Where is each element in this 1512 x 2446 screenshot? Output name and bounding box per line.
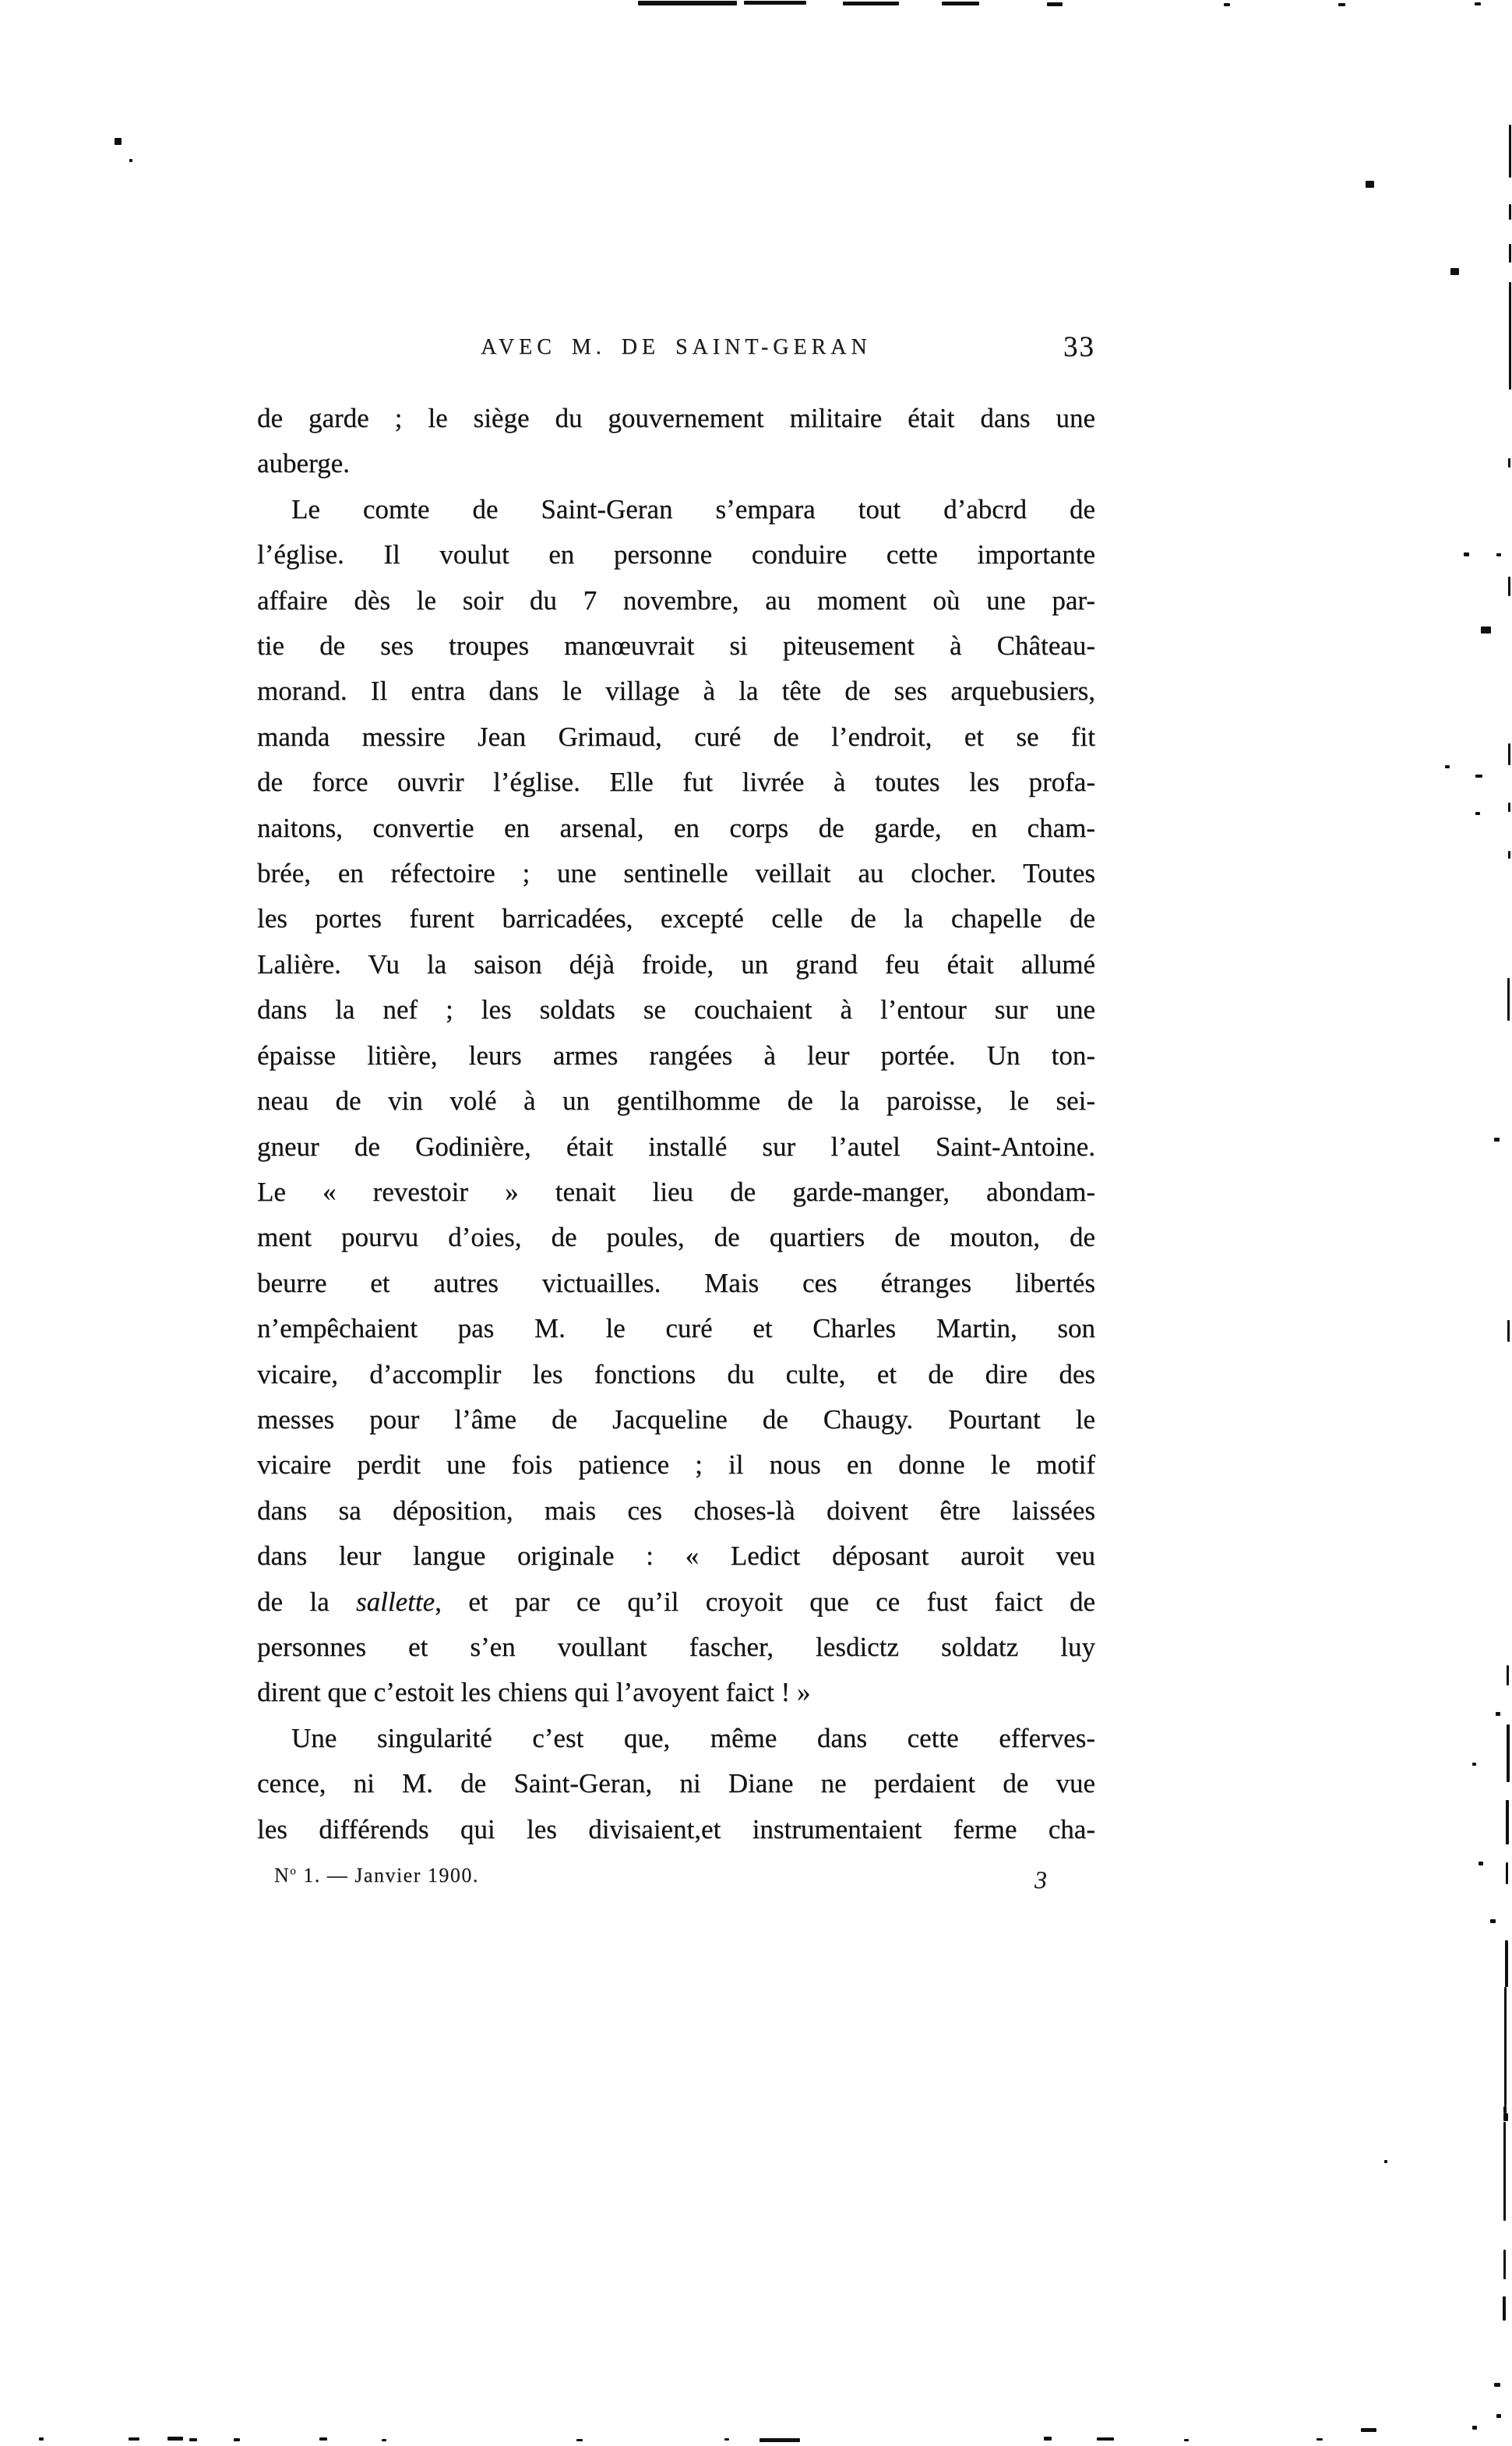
scan-artifact xyxy=(1503,2250,1506,2279)
scan-artifact xyxy=(1338,3,1345,6)
scan-artifact xyxy=(1366,181,1374,188)
scan-artifact xyxy=(1097,2437,1114,2441)
scan-artifact xyxy=(1503,2296,1506,2321)
scan-artifact xyxy=(1464,552,1469,556)
text-line: tie de ses troupes manœuvrait si piteusement à Château- xyxy=(257,630,1095,662)
text-line: personnes et s’en voullant fascher, lesdictz soldatz luy xyxy=(257,1631,1095,1662)
scan-artifact xyxy=(1507,1665,1509,1685)
text-line xyxy=(257,1579,1095,1625)
scan-artifact xyxy=(1506,1800,1509,1844)
signature-mark: 3 xyxy=(1034,1865,1047,1894)
text-line: ment pourvu d’oies, de poules, de quartiers de mouton, de xyxy=(257,1222,1095,1253)
text-line: manda messire Jean Grimaud, curé de l’endroit, et se fit xyxy=(257,721,1095,752)
scan-artifact xyxy=(1384,2160,1387,2163)
text-segment: , et par ce qu’il croyoit que ce fust faict de xyxy=(435,1586,1095,1617)
text-line: naitons, convertie en arsenal, en corps de garde, en cham- xyxy=(257,812,1095,843)
scan-artifact xyxy=(1224,3,1230,6)
text-line: vicaire, d’accomplir les fonctions du culte, et de dire des xyxy=(257,1358,1095,1389)
issue-superscript-o: o xyxy=(290,1865,298,1878)
scan-artifact xyxy=(1490,1919,1496,1923)
text-line: cence, ni M. de Saint-Geran, ni Diane ne perdaient de vue xyxy=(257,1768,1095,1799)
text-line: de force ouvrir l’église. Elle fut livrée à toutes les profa- xyxy=(257,767,1095,798)
scan-artifact xyxy=(1481,627,1491,634)
scan-artifact xyxy=(1475,812,1480,815)
scan-artifact xyxy=(724,2438,729,2441)
scan-artifact xyxy=(129,2437,139,2441)
scan-artifact xyxy=(1316,2438,1323,2441)
scan-artifact xyxy=(576,2439,583,2441)
scan-artifact xyxy=(39,2437,44,2441)
scan-artifact xyxy=(638,1,737,5)
scan-artifact xyxy=(1506,1862,1508,1884)
scan-artifact xyxy=(1494,2383,1500,2387)
text-line: beurre et autres victuailles. Mais ces étranges libertés xyxy=(257,1267,1095,1298)
scan-artifact xyxy=(1450,268,1459,275)
text-line: brée, en réfectoire ; une sentinelle veillait au clocher. Toutes xyxy=(257,858,1095,889)
page-number: 33 xyxy=(1063,331,1095,363)
scan-artifact xyxy=(115,138,122,145)
scan-artifact xyxy=(1508,743,1510,765)
scan-artifact xyxy=(234,2438,240,2441)
scan-artifact xyxy=(1472,1763,1476,1766)
issue-rest: 1. — Janvier 1900. xyxy=(297,1864,479,1887)
issue-label xyxy=(274,1864,479,1887)
text-line: les différends qui les divisaient,et instrumentaient ferme cha- xyxy=(257,1813,1095,1844)
scan-artifact xyxy=(1503,2113,1508,2121)
issue-n: N xyxy=(274,1864,291,1887)
scan-artifact xyxy=(1505,1940,1508,1987)
scan-artifact xyxy=(1184,2439,1189,2441)
scan-artifact xyxy=(1361,2428,1376,2432)
text-segment: de la xyxy=(257,1586,357,1617)
scan-artifact xyxy=(1508,803,1510,812)
text-line: Lalière. Vu la saison déjà froide, un grand feu était allumé xyxy=(257,948,1095,979)
text-line: les portes furent barricadées, excepté celle de la chapelle de xyxy=(257,903,1095,934)
running-header xyxy=(257,331,1095,363)
text-line: l’église. Il voulut en personne conduire cette importante xyxy=(257,539,1095,570)
text-line: messes pour l’âme de Jacqueline de Chaugy. Pourtant le xyxy=(257,1403,1095,1435)
scan-artifact xyxy=(1496,2414,1501,2418)
text-line: n’empêchaient pas M. le curé et Charles Martin, son xyxy=(257,1313,1095,1344)
scan-artifact xyxy=(1496,553,1501,556)
scan-artifact xyxy=(1507,1724,1510,1782)
text-line: dirent que c’estoit les chiens qui l’avoyent faict ! » xyxy=(257,1677,811,1708)
scan-artifact xyxy=(167,2437,183,2441)
scan-artifact xyxy=(1509,282,1511,390)
text-line: de garde ; le siège du gouvernement militaire était dans une xyxy=(257,403,1095,433)
scan-artifact xyxy=(1445,765,1450,768)
scan-artifact xyxy=(1504,1987,1507,2106)
header-title: AVEC M. DE SAINT-GERAN xyxy=(481,335,872,359)
scan-artifact xyxy=(1509,244,1511,263)
body-text xyxy=(257,396,1095,1852)
scan-artifact xyxy=(1503,2106,1507,2113)
text-line: affaire dès le soir du 7 novembre, au moment où une par- xyxy=(257,584,1095,616)
text-line: gneur de Godinière, était installé sur l’autel Saint-Antoine. xyxy=(257,1131,1095,1162)
scan-artifact xyxy=(1044,2437,1052,2441)
scan-artifact xyxy=(1507,978,1510,1021)
text-line: Le comte de Saint-Geran s’empara tout d’abcrd de xyxy=(291,493,1095,524)
text-line: neau de vin volé à un gentilhomme de la paroisse, le sei- xyxy=(257,1085,1095,1117)
scan-artifact xyxy=(1475,2,1481,5)
scan-artifact xyxy=(1508,458,1510,468)
scan-artifact xyxy=(1503,2122,1506,2221)
scan-artifact xyxy=(382,2439,386,2441)
scan-artifact xyxy=(1475,775,1482,778)
text-line: dans sa déposition, mais ces choses-là doivent être laissées xyxy=(257,1495,1095,1526)
text-line: morand. Il entra dans le village à la tête de ses arquebusiers, xyxy=(257,676,1095,707)
text-line: auberge. xyxy=(257,448,350,479)
italic-word: sallette xyxy=(356,1586,435,1617)
scan-artifact xyxy=(189,2438,197,2441)
scan-artifact xyxy=(1508,851,1510,859)
scan-artifact xyxy=(843,2,899,5)
text-line: dans leur langue originale : « Ledict déposant auroit veu xyxy=(257,1541,1095,1572)
scan-artifact xyxy=(744,1,806,5)
text-line: épaisse litière, leurs armes rangées à leur portée. Un ton- xyxy=(257,1039,1095,1071)
scan-artifact xyxy=(1479,1862,1483,1865)
text-line: Le « revestoir » tenait lieu de garde-manger, abondam- xyxy=(257,1176,1095,1207)
scan-artifact xyxy=(129,159,132,162)
scan-artifact xyxy=(942,2,979,5)
scan-artifact xyxy=(1494,1138,1500,1142)
text-line: dans la nef ; les soldats se couchaient à l’entour sur une xyxy=(257,994,1095,1025)
scan-artifact xyxy=(319,2437,327,2441)
scan-artifact xyxy=(1472,2426,1477,2430)
text-line: Une singularité c’est que, même dans cette efferves- xyxy=(291,1722,1095,1753)
scan-artifact xyxy=(1509,204,1511,220)
scan-artifact xyxy=(1507,1320,1510,1342)
scan-artifact xyxy=(1496,1712,1500,1716)
scan-artifact xyxy=(1047,2,1063,6)
scan-artifact xyxy=(1509,125,1511,178)
scan-artifact xyxy=(1508,577,1510,596)
text-line: vicaire perdit une fois patience ; il nous en donne le motif xyxy=(257,1449,1095,1481)
scan-artifact xyxy=(760,2438,800,2442)
